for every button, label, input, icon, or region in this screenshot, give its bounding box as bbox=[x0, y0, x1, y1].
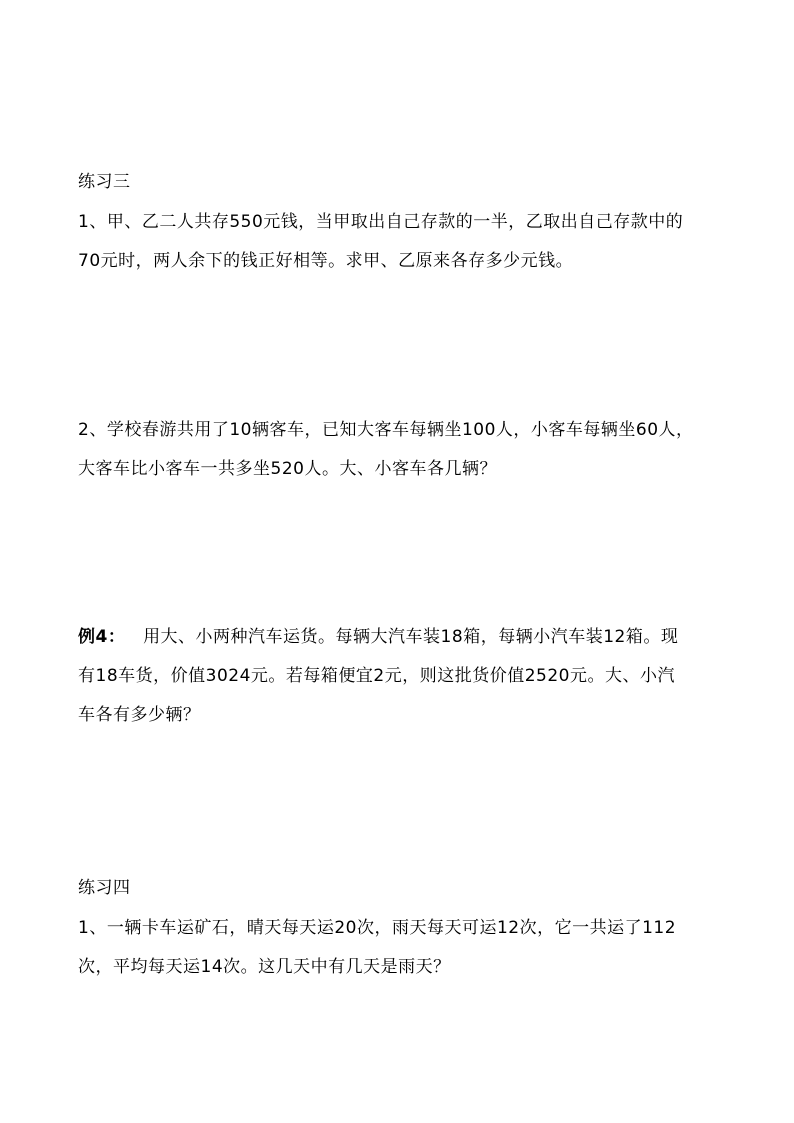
exercise-3-question-1 bbox=[78, 203, 724, 281]
example-4-text: 用大、小两种汽车运货。每辆大汽车装18箱，每辆小汽车装12箱。现 bbox=[143, 627, 679, 647]
example-4-label: 例4： bbox=[78, 627, 126, 647]
example-4 bbox=[78, 618, 724, 735]
example-line: 车各有多少辆？ bbox=[78, 705, 201, 725]
section-3-title: 练习三 bbox=[78, 172, 131, 192]
exercise-3-question-2 bbox=[78, 411, 724, 489]
section-4-title: 练习四 bbox=[78, 878, 131, 898]
exercise-4-question-1 bbox=[78, 909, 724, 987]
question-line: 1、一辆卡车运矿石，晴天每天运20次，雨天每天可运12次，它一共运了112 bbox=[78, 918, 677, 938]
example-line: 有18车货，价值3024元。若每箱便宜2元，则这批货价值2520元。大、小汽 bbox=[78, 666, 675, 686]
question-line: 70元时，两人余下的钱正好相等。求甲、乙原来各存多少元钱。 bbox=[78, 251, 574, 271]
question-line: 次，平均每天运14次。这几天中有几天是雨天？ bbox=[78, 957, 451, 977]
question-line: 1、甲、乙二人共存550元钱，当甲取出自己存款的一半，乙取出自己存款中的 bbox=[78, 212, 684, 232]
question-line: 大客车比小客车一共多坐520人。大、小客车各几辆？ bbox=[78, 459, 497, 479]
example-line bbox=[78, 618, 724, 657]
question-line: 2、学校春游共用了10辆客车，已知大客车每辆坐100人，小客车每辆坐60人， bbox=[78, 420, 694, 440]
